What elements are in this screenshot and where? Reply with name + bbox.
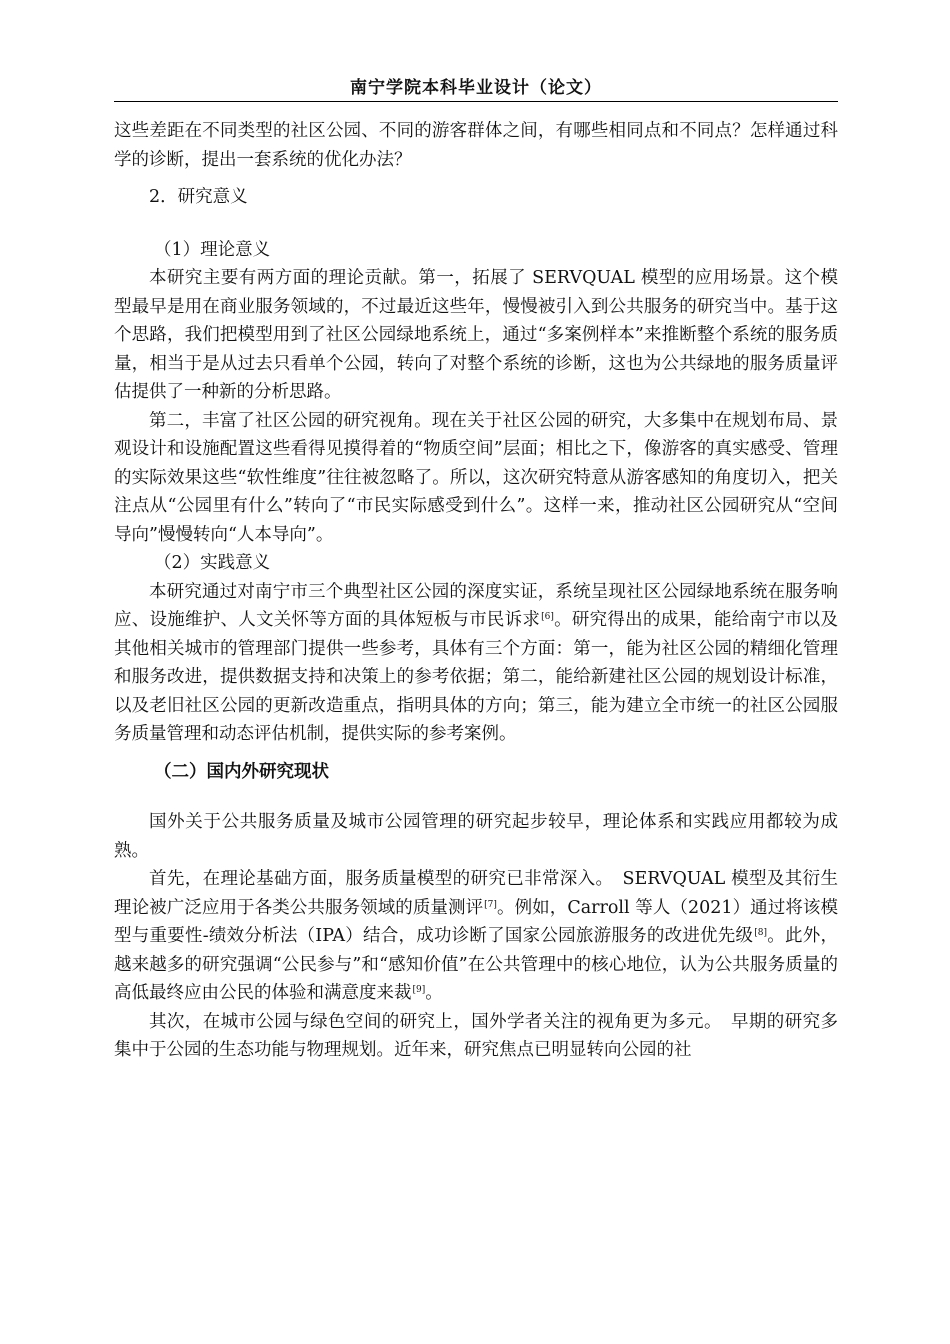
text-span: 本研究通过对南宁市三个典型社区公园的深度实证，系统呈现社区公园绿地系统在服务响应、设施维护、人文关怀等方面的具体短板与市民诉求	[114, 581, 838, 630]
heading-practical-significance: （2）实践意义	[154, 553, 271, 573]
paragraph-theory-2: 第二，丰富了社区公园的研究视角。现在关于社区公园的研究，大多集中在规划布局、景观设计和设施配置这些看得见摸得着的“物质空间”层面；相比之下，像游客的真实感受、管理的实际效果这些“软性维度”往往被忽略了。所以，这次研究特意从游客感知的角度切入，把关注点从“公园里有什么”转向了“市民实际感受到什么”。这样一来，推动社区公园研究从“空间导向”慢慢转向“人本导向”。	[114, 410, 838, 545]
paragraph-first	[114, 865, 838, 1008]
paragraph-practice	[114, 578, 838, 749]
text-span: 首先，在理论基础方面，服务质量模型的研究已非常深入。 SERVQUAL 模型及其衍生理论被广泛应用于各类公共服务领域的质量测评	[114, 869, 838, 918]
text-span: 。研究得出的成果，能给南宁市以及其他相关城市的管理部门提供一些参考，具体有三个方面：第一，能为社区公园的精细化管理和服务改进，提供数据支持和决策上的参考依据；第二，能给新建社区公园的规划设计标准，以及老旧社区公园的更新改造重点，指明具体的方向；第三，能为建立全市统一的社区公园服务质量管理和动态评估机制，提供实际的参考案例。	[114, 610, 839, 744]
text-span: 。	[425, 983, 443, 1003]
heading-research-status: （二）国内外研究现状	[154, 761, 329, 782]
citation-ref: [7]	[484, 899, 497, 910]
citation-ref: [9]	[412, 985, 426, 995]
heading-theoretical-significance: （1）理论意义	[154, 239, 271, 260]
text-span: 。此外，越来越多的研究强调“公民参与”和“感知价值”在公共管理中的核心地位，认为公共服务质量的高低最终应由公民的体验和满意度来裁	[114, 926, 838, 1003]
citation-ref: [8]	[754, 928, 768, 938]
citation-ref: [6]	[541, 612, 554, 622]
page-header: 南宁学院本科毕业设计（论文）	[114, 76, 838, 102]
paragraph-foreign-research: 国外关于公共服务质量及城市公园管理的研究起步较早，理论体系和实践应用都较为成熟。	[114, 812, 838, 861]
paragraph-second: 其次，在城市公园与绿色空间的研究上，国外学者关注的视角更为多元。 早期的研究多集中于公园的生态功能与物理规划。近年来，研究焦点已明显转向公园的社	[114, 1011, 838, 1060]
paragraph-continuation: 这些差距在不同类型的社区公园、不同的游客群体之间，有哪些相同点和不同点？怎样通过科学的诊断，提出一套系统的优化办法？	[114, 121, 838, 170]
body-text	[114, 117, 838, 1065]
paragraph-theory-1: 本研究主要有两方面的理论贡献。第一，拓展了 SERVQUAL 模型的应用场景。这个模型最早是用在商业服务领域的，不过最近这些年，慢慢被引入到公共服务的研究当中。基于这个思路，我们把模型用到了社区公园绿地系统上，通过“多案例样本”来推断整个系统的服务质量，相当于是从过去只看单个公园，转向了对整个系统的诊断，这也为公共绿地的服务质量评估提供了一种新的分析思路。	[114, 268, 838, 402]
text-span: 。例如，Carroll 等人（2021）通过将该模型与重要性-绩效分析法（IPA）结合，成功诊断了国家公园旅游服务的改进优先级	[114, 897, 838, 946]
heading-research-significance: 2．研究意义	[149, 187, 248, 207]
